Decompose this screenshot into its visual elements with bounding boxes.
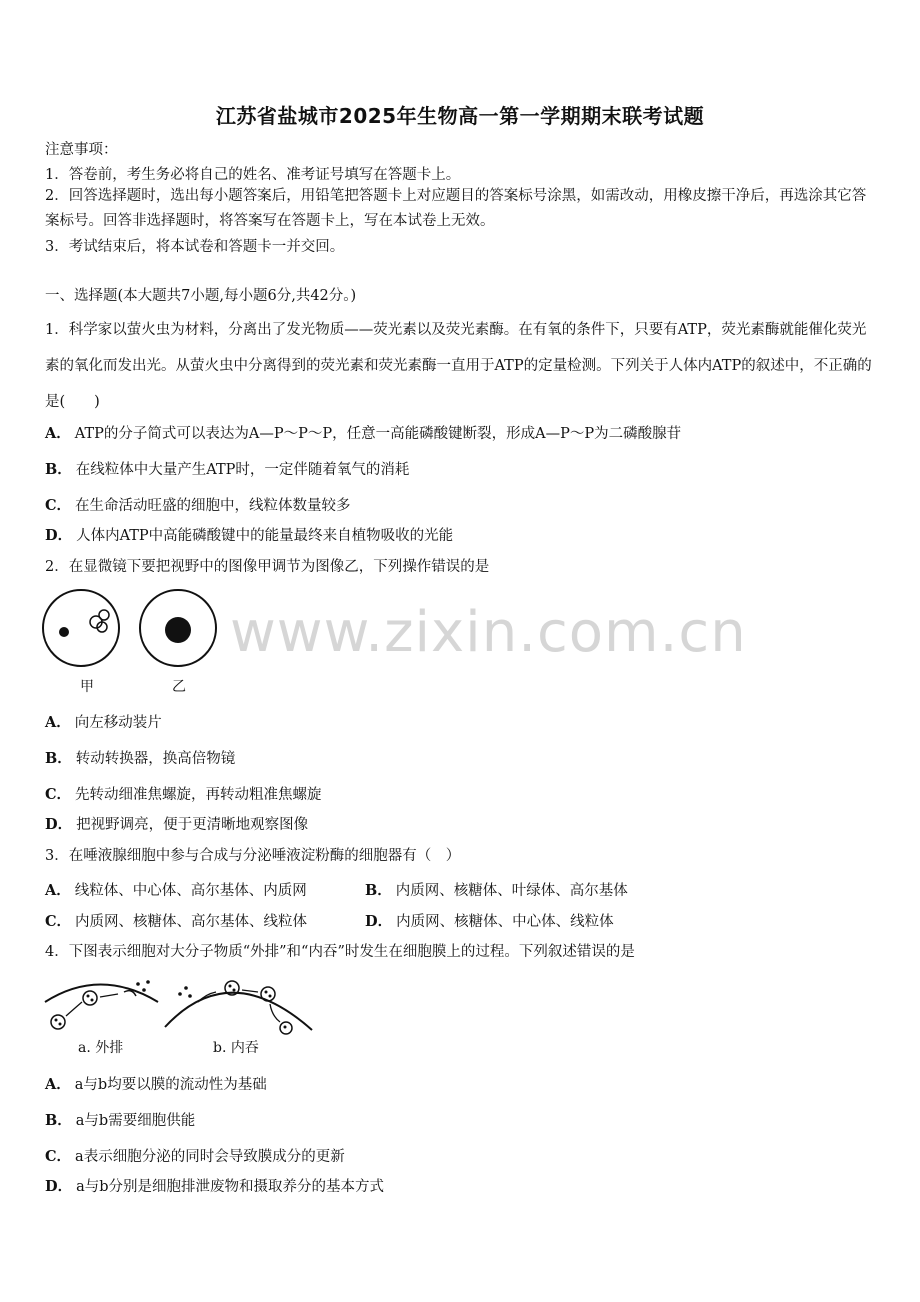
section-heading: 一、选择题(本大题共7小题,每小题6分,共42分。): [45, 288, 357, 304]
option-text: a表示细胞分泌的同时会导致膜成分的更新: [75, 1149, 345, 1165]
vesicle-dot: [265, 991, 268, 994]
figure-label-a: a. 外排: [78, 1040, 124, 1056]
vesicle: [83, 991, 97, 1005]
watermark: www.zixin.com.cn: [230, 600, 747, 665]
option-text: 内质网、核糖体、中心体、线粒体: [396, 914, 614, 930]
released-molecule: [142, 988, 146, 992]
question-3-stem: 3．在唾液腺细胞中参与合成与分泌唾液淀粉酶的细胞器有（ ）: [45, 848, 461, 864]
figure-label-b: b. 内吞: [213, 1040, 259, 1056]
q3-option-d[interactable]: [365, 910, 614, 931]
q2-option-b[interactable]: [45, 747, 235, 768]
microscope-figure: [40, 585, 225, 695]
option-text: 把视野调亮，便于更清晰地观察图像: [76, 817, 309, 833]
small-cell-dot: [59, 627, 69, 637]
notice-item-3: 3．考试结束后，将本试卷和答题卡一并交回。: [45, 239, 345, 255]
option-label: C．: [45, 1148, 72, 1165]
option-text: 人体内ATP中高能磷酸键中的能量最终来自植物吸收的光能: [76, 528, 454, 544]
vesicle-dot: [233, 989, 236, 992]
vesicle: [51, 1015, 65, 1029]
page-title: 江苏省盐城市2025年生物高一第一学期期末联考试题: [215, 104, 705, 128]
question-4-stem: 4．下图表示细胞对大分子物质“外排”和“内吞”时发生在细胞膜上的过程。下列叙述错误的是: [45, 944, 635, 960]
notice-item-2: 2．回答选择题时，选出每小题答案后，用铅笔把答题卡上对应题目的答案标号涂黑，如需改动，用橡皮擦干净后，再选涂其它答案标号。回答非选择题时，将答案写在答题卡上，写在本试卷上无效。: [45, 188, 867, 229]
option-label: A．: [45, 1076, 71, 1093]
option-label: A．: [45, 714, 71, 731]
question-1-stem: 1．科学家以萤火虫为材料，分离出了发光物质——荧光素以及荧光素酶。在有氧的条件下，只要有ATP，荧光素酶就能催化荧光素的氧化而发出光。从萤火虫中分离得到的荧光素和荧光素酶一直用于ATP的定量检测。下列关于人体内ATP的叙述中，不正确的是( ): [45, 322, 872, 410]
q1-option-b[interactable]: [45, 458, 409, 479]
question-2-stem: 2．在显微镜下要把视野中的图像甲调节为图像乙，下列操作错误的是: [45, 559, 490, 575]
arrow-a: [66, 1002, 82, 1016]
option-text: a与b分别是细胞排泄废物和摄取养分的基本方式: [76, 1179, 385, 1195]
option-label: A．: [45, 882, 71, 899]
option-text: 向左移动装片: [74, 715, 162, 731]
option-label: C．: [45, 913, 72, 930]
vesicle-dot: [55, 1019, 58, 1022]
option-text: 先转动细准焦螺旋，再转动粗准焦螺旋: [75, 787, 322, 803]
vesicle-dot: [59, 1023, 62, 1026]
vesicle: [261, 987, 275, 1001]
q2-option-c[interactable]: [45, 783, 322, 804]
q4-option-c[interactable]: [45, 1145, 345, 1166]
q1-option-a[interactable]: [45, 422, 681, 443]
notice-heading: 注意事项：: [45, 142, 118, 158]
q3-option-a[interactable]: [45, 879, 307, 900]
option-text: 线粒体、中心体、高尔基体、内质网: [74, 883, 307, 899]
option-text: a与b需要细胞供能: [75, 1113, 196, 1129]
figure-label-yi: 乙: [172, 679, 186, 695]
option-label: D．: [365, 913, 393, 930]
external-molecule: [184, 986, 188, 990]
arrow-b: [242, 990, 258, 992]
q4-option-a[interactable]: [45, 1073, 267, 1094]
q2-option-a[interactable]: [45, 711, 162, 732]
q2-option-d[interactable]: [45, 813, 308, 834]
released-molecule: [136, 982, 140, 986]
vesicle-dot: [91, 999, 94, 1002]
q4-option-d[interactable]: [45, 1175, 384, 1196]
option-label: A．: [45, 425, 71, 442]
option-text: 在生命活动旺盛的细胞中，线粒体数量较多: [75, 498, 351, 514]
external-molecule: [178, 992, 182, 996]
q3-option-b[interactable]: [365, 879, 628, 900]
option-label: B．: [45, 750, 72, 767]
arrow-a: [100, 994, 118, 997]
figure-label-jia: 甲: [80, 679, 94, 695]
option-label: B．: [45, 1112, 72, 1129]
q1-option-d[interactable]: [45, 524, 453, 545]
q3-option-c[interactable]: [45, 910, 307, 931]
option-text: 内质网、核糖体、高尔基体、线粒体: [75, 914, 308, 930]
q4-option-b[interactable]: [45, 1109, 195, 1130]
option-label: C．: [45, 497, 72, 514]
vesicle-dot: [284, 1026, 287, 1029]
released-molecule: [146, 980, 150, 984]
option-text: 在线粒体中大量产生ATP时，一定伴随着氧气的消耗: [75, 462, 410, 478]
option-text: 内质网、核糖体、叶绿体、高尔基体: [395, 883, 628, 899]
notice-item-1: 1．答卷前，考生务必将自己的姓名、准考证号填写在答题卡上。: [45, 167, 461, 183]
option-label: B．: [45, 461, 72, 478]
option-text: a与b均要以膜的流动性为基础: [74, 1077, 267, 1093]
vesicle-dot: [229, 985, 232, 988]
option-label: B．: [365, 882, 392, 899]
option-text: ATP的分子简式可以表达为A—P～P～P，任意一高能磷酸键断裂，形成A—P～P为二磷酸腺苷: [74, 426, 682, 442]
option-label: D．: [45, 527, 73, 544]
option-label: C．: [45, 786, 72, 803]
cell-bubble: [99, 610, 109, 620]
membrane-arc-a: [45, 985, 158, 1003]
large-cell-dot: [165, 617, 191, 643]
q1-option-c[interactable]: [45, 494, 351, 515]
option-text: 转动转换器，换高倍物镜: [75, 751, 236, 767]
external-molecule: [188, 994, 192, 998]
exocytosis-endocytosis-figure: [40, 972, 320, 1042]
option-label: D．: [45, 1178, 73, 1195]
vesicle-dot: [269, 995, 272, 998]
option-label: D．: [45, 816, 73, 833]
vesicle-dot: [87, 995, 90, 998]
